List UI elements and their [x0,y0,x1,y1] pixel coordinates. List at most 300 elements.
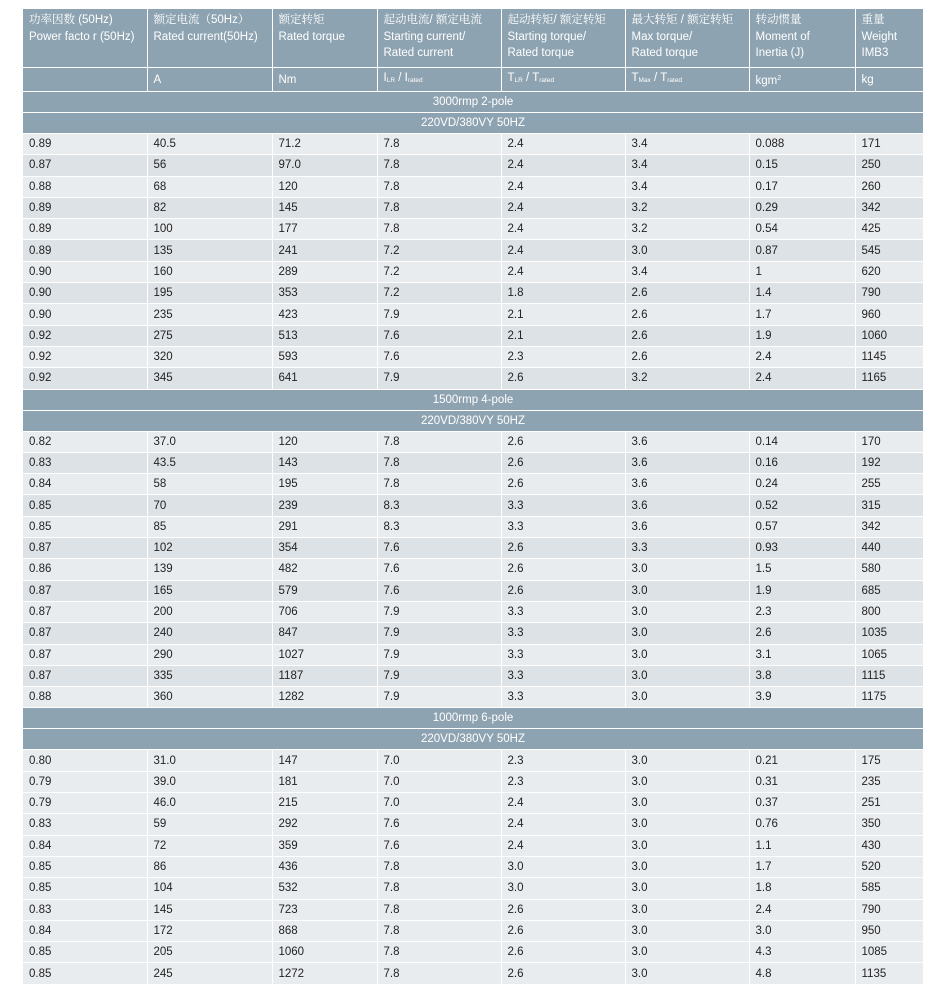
table-cell: 0.37 [749,793,855,814]
table-cell: 2.6 [501,899,625,920]
table-cell: 0.85 [23,856,147,877]
table-cell: 359 [272,835,377,856]
table-cell: 3.0 [625,580,749,601]
table-cell: 723 [272,899,377,920]
table-cell: 3.0 [625,601,749,622]
section-voltage-row [23,410,923,431]
table-cell: 1282 [272,687,377,708]
section-voltage-row [23,113,923,134]
table-cell: 1065 [855,644,923,665]
table-cell: 3.3 [501,623,625,644]
unit-rated-current: A [147,68,272,92]
table-cell: 0.89 [23,240,147,261]
table-cell: 2.4 [749,899,855,920]
table-cell: 215 [272,793,377,814]
table-cell: 440 [855,538,923,559]
table-cell: 2.3 [501,750,625,771]
table-row [23,304,923,325]
table-cell: 0.76 [749,814,855,835]
table-cell: 585 [855,878,923,899]
table-cell: 7.8 [377,176,501,197]
table-cell: 0.88 [23,687,147,708]
table-cell: 0.85 [23,495,147,516]
table-cell: 8.3 [377,516,501,537]
table-cell: 7.8 [377,878,501,899]
table-cell: 139 [147,559,272,580]
table-cell: 7.2 [377,261,501,282]
section-title-row [23,389,923,410]
table-cell: 593 [272,346,377,367]
table-cell: 7.8 [377,452,501,473]
table-cell: 0.54 [749,219,855,240]
table-cell: 960 [855,304,923,325]
table-cell: 7.2 [377,240,501,261]
table-cell: 0.87 [23,580,147,601]
table-cell: 7.8 [377,134,501,155]
table-cell: 7.0 [377,771,501,792]
table-cell: 950 [855,920,923,941]
table-cell: 2.4 [501,261,625,282]
table-cell: 2.4 [501,176,625,197]
table-cell: 685 [855,580,923,601]
table-row [23,325,923,346]
unit-moment-of-inertia: kgm$^2$ [749,68,855,92]
table-cell: 3.0 [625,814,749,835]
table-cell: 97.0 [272,155,377,176]
table-cell: 260 [855,176,923,197]
table-cell: 7.9 [377,601,501,622]
table-row [23,942,923,963]
section-title-row [23,92,923,113]
table-cell: 1.9 [749,325,855,346]
table-cell: 7.6 [377,346,501,367]
table-cell: 1187 [272,665,377,686]
table-cell: 1.7 [749,856,855,877]
table-cell: 482 [272,559,377,580]
table-cell: 0.89 [23,219,147,240]
table-cell: 1115 [855,665,923,686]
table-cell: 3.0 [625,835,749,856]
table-row [23,771,923,792]
table-cell: 1272 [272,963,377,984]
table-cell: 0.85 [23,516,147,537]
table-cell: 195 [147,283,272,304]
table-cell: 345 [147,368,272,389]
header-rated-torque: 额定转矩 Rated torque [272,9,377,68]
table-row [23,516,923,537]
table-cell: 0.89 [23,197,147,218]
table-row [23,134,923,155]
table-cell: 46.0 [147,793,272,814]
table-cell: 3.4 [625,261,749,282]
table-cell: 7.8 [377,219,501,240]
table-cell: 2.6 [501,368,625,389]
table-cell: 82 [147,197,272,218]
table-row [23,261,923,282]
table-cell: 177 [272,219,377,240]
table-cell: 3.6 [625,474,749,495]
table-cell: 1165 [855,368,923,389]
header-labels-row [23,9,923,68]
table-cell: 350 [855,814,923,835]
table-cell: 0.85 [23,878,147,899]
table-row [23,368,923,389]
table-cell: 3.0 [625,899,749,920]
table-row [23,878,923,899]
table-cell: 790 [855,283,923,304]
table-cell: 195 [272,474,377,495]
table-cell: 1085 [855,942,923,963]
table-cell: 7.6 [377,325,501,346]
table-row [23,750,923,771]
table-cell: 1.8 [501,283,625,304]
table-cell: 3.0 [625,750,749,771]
table-cell: 0.57 [749,516,855,537]
table-row [23,346,923,367]
table-cell: 342 [855,197,923,218]
table-cell: 3.0 [625,963,749,984]
table-cell: 0.24 [749,474,855,495]
table-cell: 7.8 [377,920,501,941]
table-cell: 3.0 [625,856,749,877]
table-cell: 2.3 [501,771,625,792]
table-cell: 354 [272,538,377,559]
table-cell: 0.92 [23,346,147,367]
table-cell: 2.6 [625,325,749,346]
table-cell: 2.4 [501,835,625,856]
table-cell: 423 [272,304,377,325]
table-cell: 335 [147,665,272,686]
table-cell: 0.87 [23,155,147,176]
table-cell: 2.6 [501,559,625,580]
table-cell: 0.92 [23,325,147,346]
table-cell: 1.1 [749,835,855,856]
table-cell: 7.8 [377,899,501,920]
table-cell: 3.3 [501,516,625,537]
table-cell: 2.4 [501,219,625,240]
unit-max-torque-ratio: $T_{Max} / T_{rated}$ [625,68,749,92]
table-cell: 0.83 [23,899,147,920]
table-cell: 37.0 [147,431,272,452]
table-cell: 7.9 [377,644,501,665]
table-cell: 2.6 [625,346,749,367]
table-cell: 2.3 [749,601,855,622]
table-cell: 0.17 [749,176,855,197]
table-cell: 353 [272,283,377,304]
table-cell: 0.88 [23,176,147,197]
table-cell: 0.83 [23,814,147,835]
table-cell: 275 [147,325,272,346]
table-cell: 100 [147,219,272,240]
table-cell: 0.85 [23,963,147,984]
table-cell: 3.3 [501,495,625,516]
table-row [23,538,923,559]
table-cell: 145 [272,197,377,218]
section-title: 1000rmp 6-pole [23,708,923,729]
table-cell: 3.0 [625,920,749,941]
table-cell: 1060 [855,325,923,346]
table-cell: 520 [855,856,923,877]
table-cell: 3.9 [749,687,855,708]
table-cell: 31.0 [147,750,272,771]
table-cell: 0.79 [23,771,147,792]
table-cell: 1027 [272,644,377,665]
table-cell: 0.16 [749,452,855,473]
table-cell: 290 [147,644,272,665]
table-cell: 1.9 [749,580,855,601]
table-cell: 181 [272,771,377,792]
table-cell: 7.8 [377,155,501,176]
table-cell: 2.6 [501,474,625,495]
table-cell: 620 [855,261,923,282]
motor-spec-table-container [23,9,923,984]
table-cell: 0.89 [23,134,147,155]
table-cell: 0.93 [749,538,855,559]
table-row [23,899,923,920]
table-cell: 0.92 [23,368,147,389]
table-cell: 291 [272,516,377,537]
table-row [23,219,923,240]
table-cell: 2.6 [501,452,625,473]
table-cell: 3.0 [625,771,749,792]
table-cell: 580 [855,559,923,580]
table-cell: 320 [147,346,272,367]
table-cell: 255 [855,474,923,495]
table-cell: 7.6 [377,814,501,835]
table-cell: 0.85 [23,942,147,963]
table-cell: 3.3 [501,644,625,665]
table-row [23,963,923,984]
table-header [23,9,923,92]
table-cell: 171 [855,134,923,155]
table-cell: 39.0 [147,771,272,792]
header-moment-of-inertia: 转动惯量 Moment of Inertia (J) [749,9,855,68]
table-cell: 289 [272,261,377,282]
table-cell: 3.1 [749,644,855,665]
table-cell: 0.79 [23,793,147,814]
table-cell: 2.4 [501,240,625,261]
table-cell: 0.14 [749,431,855,452]
table-cell: 3.2 [625,219,749,240]
table-cell: 7.8 [377,856,501,877]
table-cell: 8.3 [377,495,501,516]
table-cell: 2.6 [501,580,625,601]
header-starting-current-ratio: 起动电流/ 额定电流 Starting current/ Rated current [377,9,501,68]
table-cell: 0.83 [23,452,147,473]
unit-starting-torque-ratio: $T_{LR} / T_{rated}$ [501,68,625,92]
table-cell: 1 [749,261,855,282]
table-cell: 3.8 [749,665,855,686]
table-cell: 7.9 [377,368,501,389]
table-cell: 70 [147,495,272,516]
table-cell: 7.8 [377,942,501,963]
table-cell: 0.87 [23,644,147,665]
table-row [23,665,923,686]
table-cell: 3.2 [625,368,749,389]
table-cell: 3.6 [625,495,749,516]
table-cell: 3.0 [625,878,749,899]
table-cell: 1035 [855,623,923,644]
table-cell: 1060 [272,942,377,963]
table-cell: 7.0 [377,793,501,814]
table-cell: 0.87 [23,538,147,559]
table-row [23,495,923,516]
table-cell: 2.4 [501,793,625,814]
table-cell: 0.52 [749,495,855,516]
table-cell: 235 [147,304,272,325]
table-cell: 2.4 [501,814,625,835]
table-row [23,431,923,452]
table-cell: 172 [147,920,272,941]
section-voltage-row [23,729,923,750]
table-cell: 3.0 [501,878,625,899]
table-row [23,580,923,601]
table-cell: 7.2 [377,283,501,304]
table-cell: 847 [272,623,377,644]
section-voltage: 220VD/380VY 50HZ [23,113,923,134]
table-cell: 0.21 [749,750,855,771]
table-cell: 40.5 [147,134,272,155]
table-cell: 436 [272,856,377,877]
table-cell: 0.84 [23,920,147,941]
table-cell: 3.0 [625,240,749,261]
table-cell: 868 [272,920,377,941]
table-cell: 790 [855,899,923,920]
table-cell: 165 [147,580,272,601]
table-cell: 3.0 [625,623,749,644]
table-cell: 7.8 [377,197,501,218]
table-cell: 0.15 [749,155,855,176]
table-row [23,623,923,644]
table-cell: 235 [855,771,923,792]
table-cell: 292 [272,814,377,835]
section-title-row [23,708,923,729]
table-cell: 3.0 [625,687,749,708]
header-starting-torque-ratio: 起动转矩/ 额定转矩 Starting torque/ Rated torque [501,9,625,68]
table-cell: 147 [272,750,377,771]
table-cell: 0.87 [23,665,147,686]
table-row [23,155,923,176]
table-cell: 251 [855,793,923,814]
table-cell: 104 [147,878,272,899]
section-voltage: 220VD/380VY 50HZ [23,729,923,750]
table-cell: 3.0 [625,559,749,580]
table-cell: 120 [272,176,377,197]
table-cell: 3.0 [501,856,625,877]
table-cell: 72 [147,835,272,856]
table-cell: 239 [272,495,377,516]
table-cell: 2.4 [501,134,625,155]
table-cell: 3.6 [625,431,749,452]
table-row [23,601,923,622]
table-row [23,197,923,218]
table-body [23,92,923,984]
table-row [23,240,923,261]
motor-spec-table [23,9,923,984]
table-cell: 1145 [855,346,923,367]
table-row [23,452,923,473]
table-cell: 3.6 [625,452,749,473]
table-cell: 800 [855,601,923,622]
table-cell: 2.1 [501,304,625,325]
table-cell: 545 [855,240,923,261]
table-row [23,835,923,856]
table-cell: 0.088 [749,134,855,155]
table-cell: 641 [272,368,377,389]
table-cell: 7.9 [377,623,501,644]
table-cell: 0.31 [749,771,855,792]
table-cell: 3.3 [501,601,625,622]
table-cell: 7.6 [377,835,501,856]
header-max-torque-ratio: 最大转矩 / 额定转矩 Max torque/ Rated torque [625,9,749,68]
table-cell: 245 [147,963,272,984]
table-cell: 2.6 [625,304,749,325]
table-cell: 2.4 [501,197,625,218]
table-cell: 1.5 [749,559,855,580]
table-cell: 315 [855,495,923,516]
table-cell: 7.9 [377,665,501,686]
header-power-factor: 功率因数 (50Hz) Power facto r (50Hz) [23,9,147,68]
table-cell: 3.6 [625,516,749,537]
table-cell: 3.0 [625,644,749,665]
table-cell: 0.90 [23,261,147,282]
table-row [23,176,923,197]
table-cell: 342 [855,516,923,537]
table-row [23,644,923,665]
section-voltage: 220VD/380VY 50HZ [23,410,923,431]
table-cell: 3.4 [625,155,749,176]
table-cell: 513 [272,325,377,346]
table-cell: 1175 [855,687,923,708]
table-row [23,283,923,304]
table-cell: 200 [147,601,272,622]
table-cell: 430 [855,835,923,856]
table-cell: 175 [855,750,923,771]
table-cell: 7.6 [377,580,501,601]
table-cell: 7.6 [377,559,501,580]
table-cell: 0.84 [23,835,147,856]
table-cell: 170 [855,431,923,452]
table-cell: 59 [147,814,272,835]
table-cell: 0.29 [749,197,855,218]
table-cell: 0.87 [23,601,147,622]
table-cell: 3.3 [501,665,625,686]
table-cell: 3.2 [625,197,749,218]
table-cell: 532 [272,878,377,899]
table-cell: 86 [147,856,272,877]
table-cell: 71.2 [272,134,377,155]
table-cell: 0.82 [23,431,147,452]
table-cell: 7.9 [377,304,501,325]
table-cell: 7.8 [377,431,501,452]
unit-power-factor [23,68,147,92]
table-cell: 0.84 [23,474,147,495]
header-weight: 重量 Weight IMB3 [855,9,923,68]
table-cell: 4.8 [749,963,855,984]
table-row [23,856,923,877]
table-row [23,559,923,580]
section-title: 1500rmp 4-pole [23,389,923,410]
unit-rated-torque: Nm [272,68,377,92]
table-cell: 1.8 [749,878,855,899]
table-cell: 2.4 [501,155,625,176]
table-cell: 2.6 [501,942,625,963]
table-cell: 3.4 [625,176,749,197]
table-cell: 2.6 [501,431,625,452]
table-cell: 0.86 [23,559,147,580]
table-cell: 2.6 [501,538,625,559]
table-cell: 0.90 [23,304,147,325]
